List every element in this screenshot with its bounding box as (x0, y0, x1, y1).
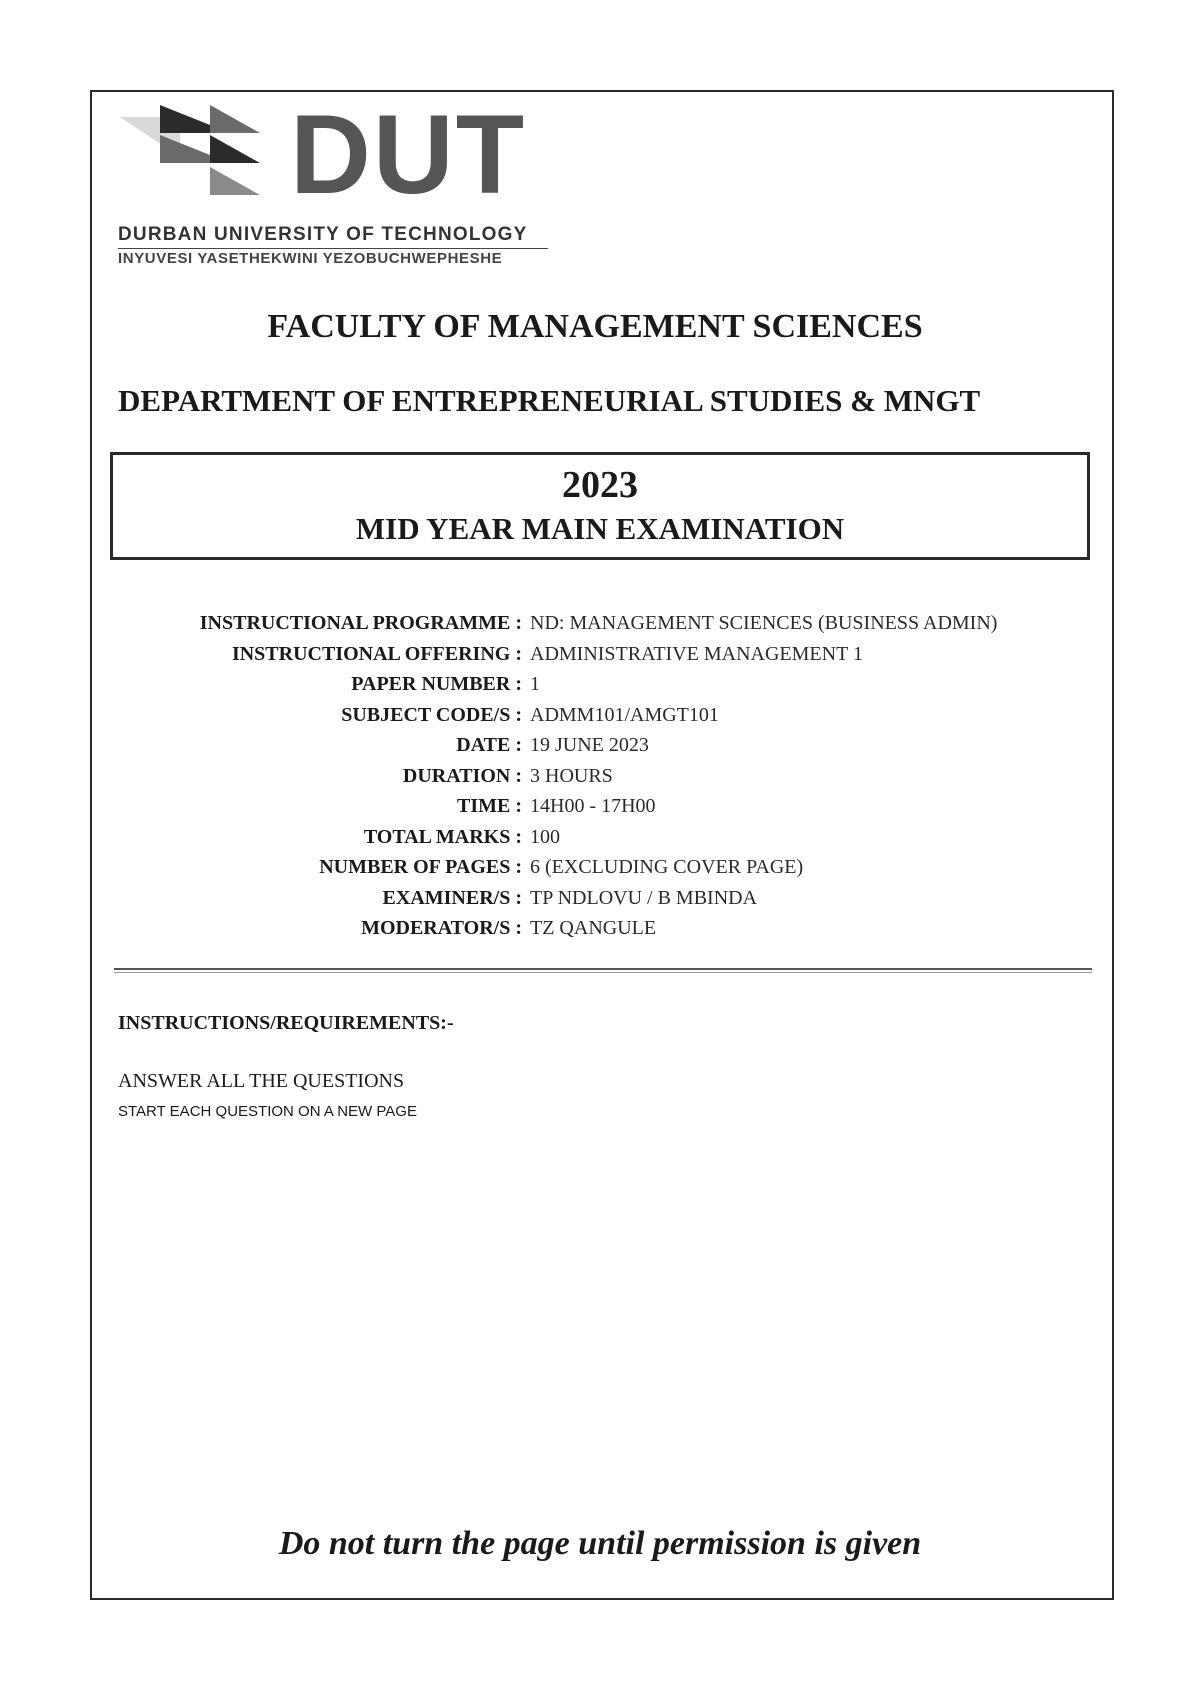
detail-value: 100 (530, 825, 560, 848)
dut-logo-mark (120, 105, 550, 225)
detail-row (110, 856, 1110, 887)
exam-details (110, 612, 1110, 948)
university-name: DURBAN UNIVERSITY OF TECHNOLOGY (118, 224, 528, 245)
detail-row (110, 795, 1110, 826)
detail-label: INSTRUCTIONAL OFFERING : (231, 642, 522, 665)
faculty-title: FACULTY OF MANAGEMENT SCIENCES (267, 308, 923, 345)
detail-value: 1 (530, 673, 540, 695)
detail-label: DURATION : (402, 764, 522, 787)
detail-row (110, 887, 1110, 918)
detail-value: 19 JUNE 2023 (530, 734, 649, 756)
detail-row (110, 917, 1110, 948)
department-title: DEPARTMENT OF ENTREPRENEURIAL STUDIES & MNGT (118, 383, 981, 418)
university-name-underline (118, 248, 548, 249)
detail-value: 14H00 - 17H00 (530, 795, 656, 817)
detail-value: 6 (EXCLUDING COVER PAGE) (530, 856, 804, 878)
detail-label: NUMBER OF PAGES : (319, 856, 522, 878)
detail-label: INSTRUCTIONAL PROGRAMME : (199, 612, 522, 634)
detail-value: TP NDLOVU / B MBINDA (530, 886, 758, 909)
detail-value: TZ QANGULE (530, 917, 657, 939)
detail-label: PAPER NUMBER : (351, 673, 522, 695)
detail-value: ND: MANAGEMENT SCIENCES (BUSINESS ADMIN) (530, 612, 998, 634)
detail-row (110, 734, 1110, 765)
divider (114, 968, 1092, 970)
detail-label: TIME : (457, 795, 522, 817)
university-name-zulu: INYUVESI YASETHEKWINI YEZOBUCHWEPHESHE (118, 250, 503, 267)
detail-row (110, 643, 1110, 674)
detail-value: ADMINISTRATIVE MANAGEMENT 1 (530, 642, 863, 665)
dut-wordmark: DUT (290, 105, 527, 217)
instructions-heading: INSTRUCTIONS/REQUIREMENTS:- (118, 1012, 454, 1034)
instruction-line: START EACH QUESTION ON A NEW PAGE (118, 1103, 417, 1120)
footer-notice: Do not turn the page until permission is given (278, 1525, 922, 1562)
exam-box (110, 452, 1090, 560)
detail-row (110, 765, 1110, 796)
instruction-line: ANSWER ALL THE QUESTIONS (118, 1070, 405, 1092)
detail-row (110, 673, 1110, 704)
detail-value: ADMM101/AMGT101 (530, 703, 719, 726)
detail-row (110, 704, 1110, 735)
detail-label: SUBJECT CODE/S : (341, 703, 522, 726)
exam-year: 2023 (562, 464, 638, 506)
divider (114, 972, 1092, 973)
exam-title: MID YEAR MAIN EXAMINATION (355, 511, 845, 546)
detail-label: EXAMINER/S : (382, 886, 522, 909)
detail-row (110, 826, 1110, 857)
detail-label: DATE : (456, 734, 522, 756)
detail-label: MODERATOR/S : (361, 917, 522, 939)
detail-row (110, 612, 1110, 643)
detail-value: 3 HOURS (530, 764, 613, 787)
detail-label: TOTAL MARKS : (363, 825, 522, 848)
